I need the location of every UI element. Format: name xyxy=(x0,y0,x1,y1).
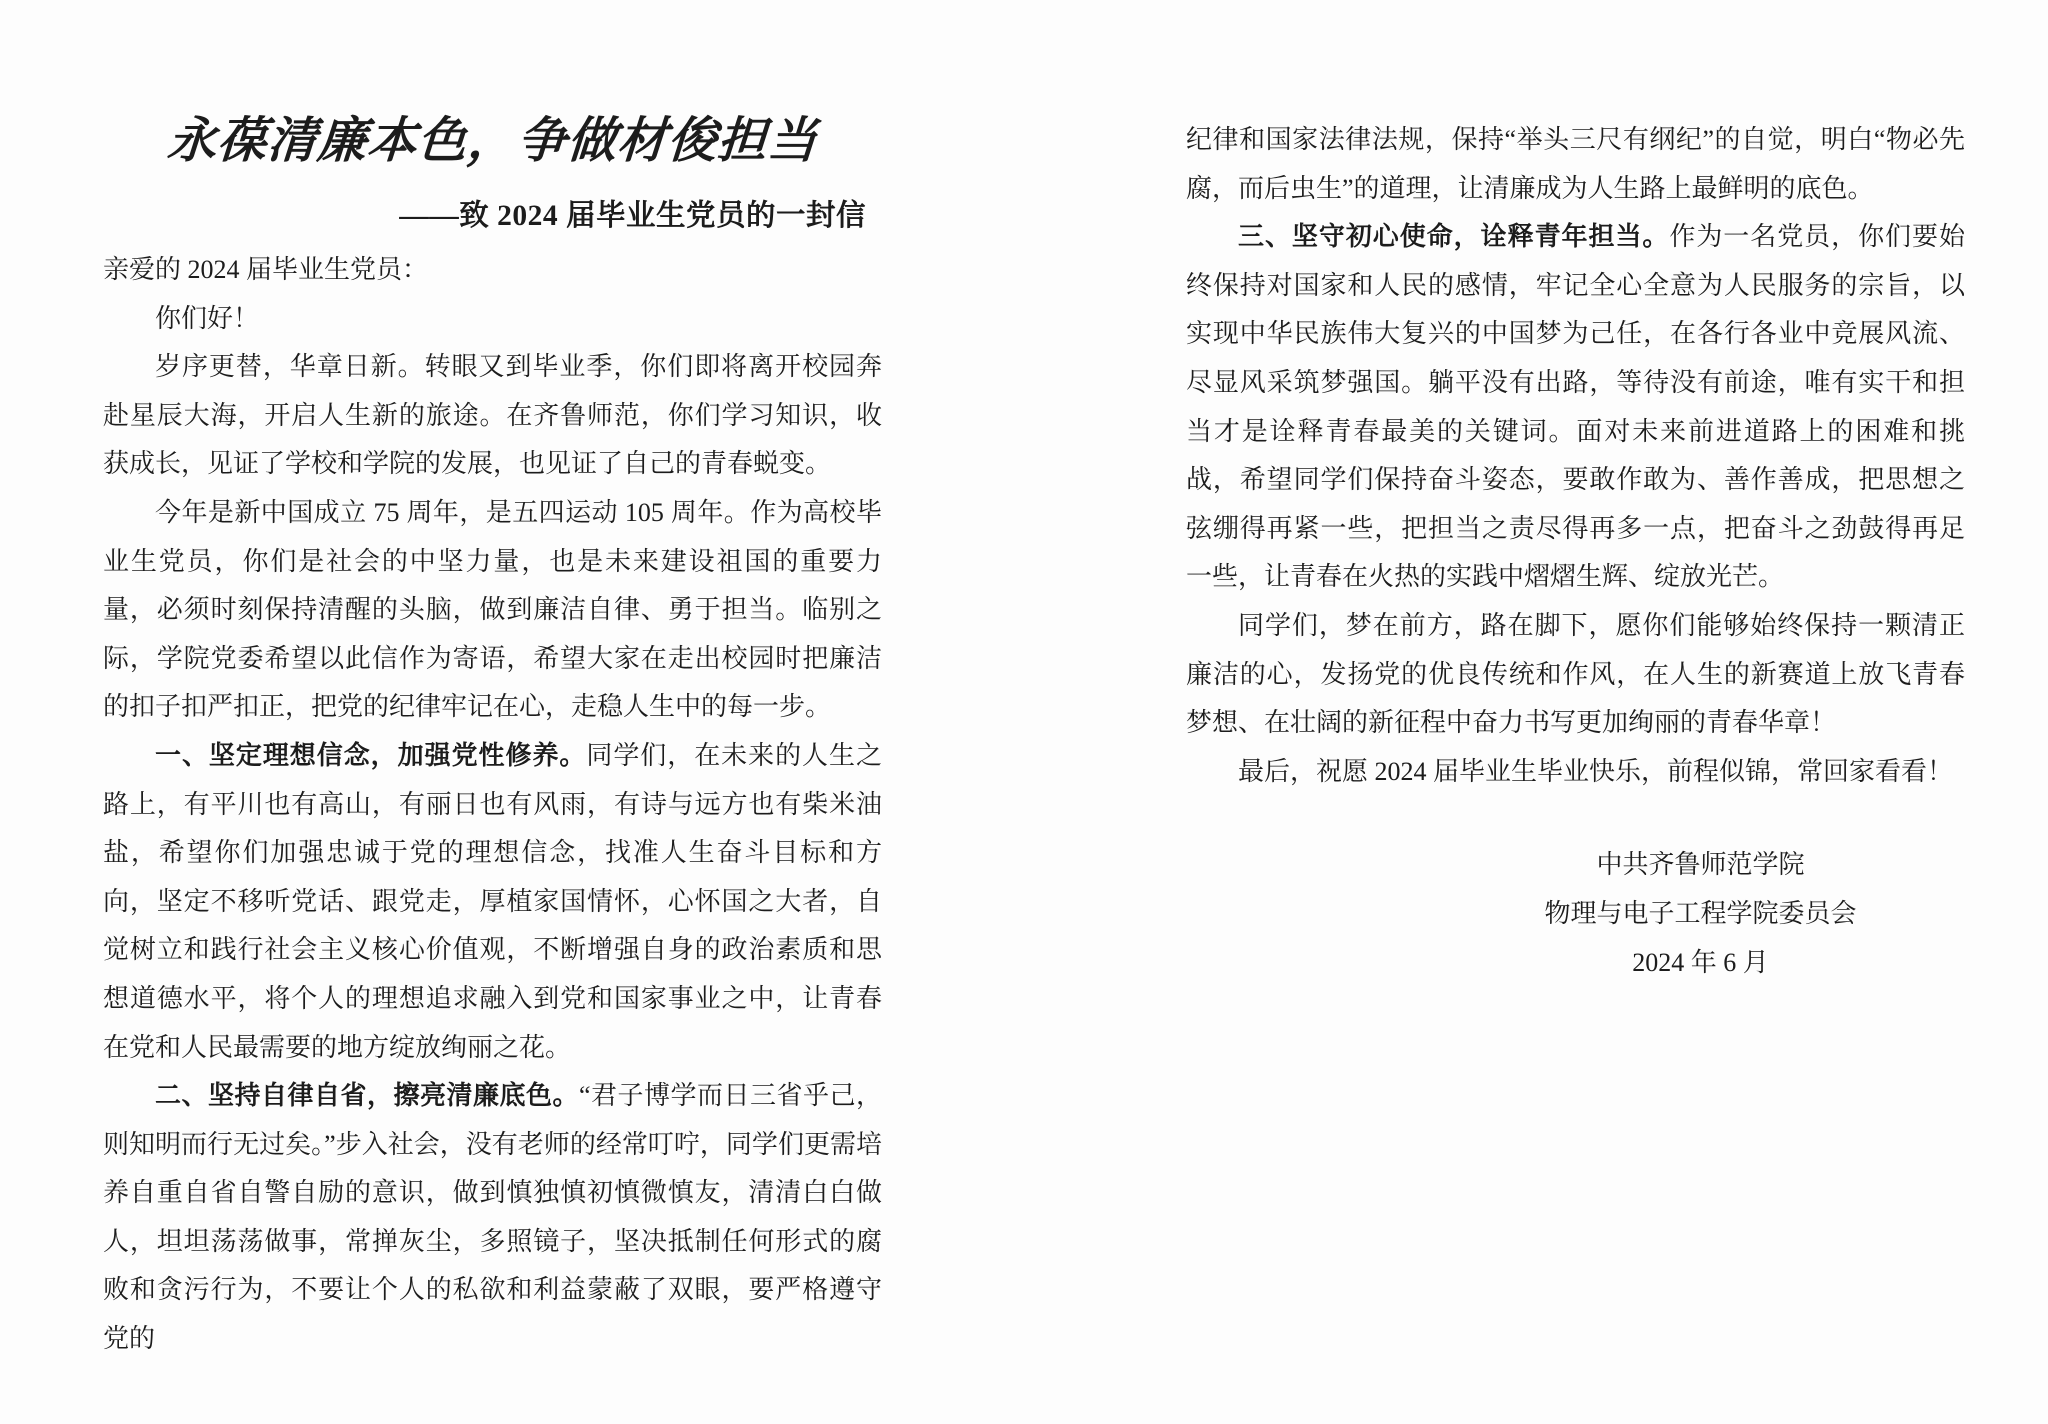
salutation: 亲爱的 2024 届毕业生党员： xyxy=(103,255,429,284)
section-1-heading: 一、坚定理想信念，加强党性修养。 xyxy=(155,740,587,770)
signature-date: 2024 年 6 月 xyxy=(1632,947,1769,977)
page-left-column xyxy=(103,112,882,1364)
section-1-text: 同学们，在未来的人生之路上，有平川也有高山，有丽日也有风雨，有诗与远方也有柴米油盐，希望你们加强忠诚于党的理想信念，找准人生奋斗目标和方向，坚定不移听党话、跟党走，厚植家国情怀，心怀国之大者，自觉树立和践行社会主义核心价值观，不断增强自身的政治素质和思想道德水平，将个人的理想追求融入到党和国家事业之中，让青春在党和人民最需要的地方绽放绚丽之花。 xyxy=(103,740,882,1062)
letter-subtitle: ——致 2024 届毕业生党员的一封信 xyxy=(399,200,866,232)
paragraph-opening: 岁序更替，华章日新。转眼又到毕业季，你们即将离开校园奔赴星辰大海，开启人生新的旅途。在齐鲁师范，你们学习知识，收获成长，见证了学校和学院的发展，也见证了自己的青春蜕变。 xyxy=(103,352,882,479)
section-2-heading: 二、坚持自律自省，擦亮清廉底色。 xyxy=(155,1081,579,1111)
paragraph-anniversary: 今年是新中国成立 75 周年，是五四运动 105 周年。作为高校毕业生党员，你们是社会的中坚力量，也是未来建设祖国的重要力量，必须时刻保持清醒的头脑，做到廉洁自律、勇于担当。临别之际，学院党委希望以此信作为寄语，希望大家在走出校园时把廉洁的扣子扣严扣正，把党的纪律牢记在心，走稳人生中的每一步。 xyxy=(103,497,882,722)
paragraph-encouragement: 同学们，梦在前方，路在脚下，愿你们能够始终保持一颗清正廉洁的心，发扬党的优良传统和作风，在人生的新赛道上放飞青春梦想、在壮阔的新征程中奋力书写更加绚丽的青春华章！ xyxy=(1186,610,1965,738)
section-3-heading: 三、坚守初心使命，诠释青年担当。 xyxy=(1238,222,1670,252)
paragraph-section-2-continued: 纪律和国家法律法规，保持“举头三尺有纲纪”的自觉，明白“物必先腐，而后虫生”的道理，让清廉成为人生路上最鲜明的底色。 xyxy=(1186,125,1965,203)
section-3-text: 作为一名党员，你们要始终保持对国家和人民的感情，牢记全心全意为人民服务的宗旨，以实现中华民族伟大复兴的中国梦为己任，在各行各业中竞展风流、尽显风采筑梦强国。躺平没有出路，等待没有前途，唯有实干和担当才是诠释青春最美的关键词。面对未来前进道路上的困难和挑战，希望同学们保持奋斗姿态，要敢作敢为、善作善成，把思想之弦绷得再紧一些，把担当之责尽得再多一点，把奋斗之劲鼓得再足一些，让青春在火热的实践中熠熠生辉、绽放光芒。 xyxy=(1186,222,1965,592)
signature-org-line2: 物理与电子工程学院委员会 xyxy=(1544,898,1857,928)
signature-org-line1: 中共齐鲁师范学院 xyxy=(1596,850,1805,880)
letter-body-right xyxy=(1186,116,1965,987)
paragraph-final-wishes: 最后，祝愿 2024 届毕业生毕业快乐，前程似锦，常回家看看！ xyxy=(1238,756,1954,786)
letter-body-left xyxy=(103,246,882,1364)
page-right-column xyxy=(1186,116,1965,987)
paragraph-section-2 xyxy=(103,1072,882,1364)
paragraph-section-1 xyxy=(103,732,882,1072)
section-2-text: “君子博学而日三省乎己，则知明而行无过矣。”步入社会，没有老师的经常叮咛，同学们更需培养自重自省自警自励的意识，做到慎独慎初慎微慎友，清清白白做人，坦坦荡荡做事，常掸灰尘，多照镜子，坚决抵制任何形式的腐败和贪污行为，不要让个人的私欲和利益蒙蔽了双眼，要严格遵守党的 xyxy=(103,1081,882,1354)
signature-block xyxy=(1186,841,1965,987)
paragraph-section-3 xyxy=(1186,213,1965,602)
paragraph-greeting: 你们好！ xyxy=(155,303,260,333)
letter-title-calligraphy: 永葆清廉本色，争做材俊担当 xyxy=(165,113,820,168)
